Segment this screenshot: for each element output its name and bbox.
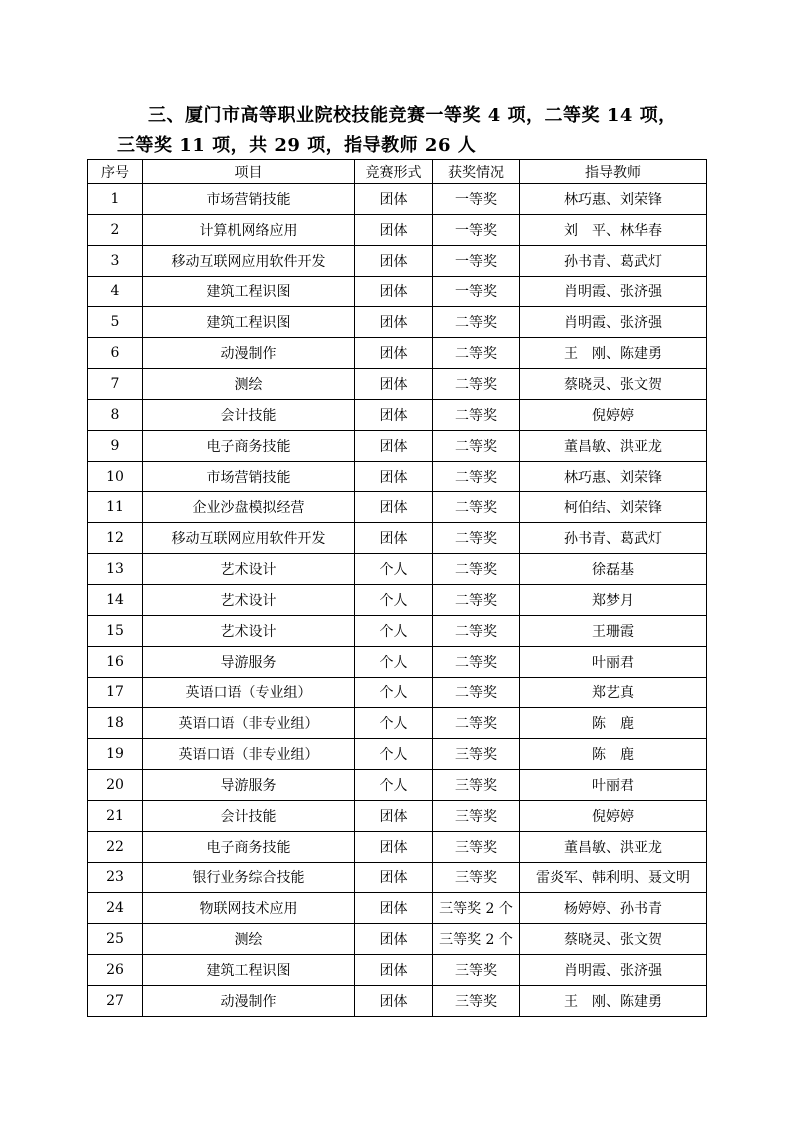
cell-no: 13 [88,554,143,585]
table-row [88,893,707,924]
cell-award: 三等奖 [433,985,520,1016]
table-header-row [88,160,707,184]
cell-project: 建筑工程识图 [143,276,355,307]
table-row [88,307,707,338]
cell-format: 团体 [355,831,433,862]
cell-award: 二等奖 [433,492,520,523]
cell-format: 个人 [355,646,433,677]
cell-teacher: 肖明霞、张济强 [520,307,707,338]
cell-no: 15 [88,615,143,646]
table-row [88,214,707,245]
cell-format: 团体 [355,338,433,369]
cell-format: 个人 [355,554,433,585]
cell-format: 团体 [355,430,433,461]
table-row [88,708,707,739]
cell-project: 市场营销技能 [143,461,355,492]
header-teacher: 指导教师 [520,160,707,184]
table-row [88,399,707,430]
cell-no: 7 [88,369,143,400]
cell-format: 团体 [355,245,433,276]
table-body [88,184,707,1017]
cell-project: 会计技能 [143,800,355,831]
cell-award: 二等奖 [433,646,520,677]
cell-teacher: 王珊霞 [520,615,707,646]
cell-format: 团体 [355,862,433,893]
cell-format: 个人 [355,770,433,801]
section-title-line2: 三等奖 11 项，共 29 项，指导教师 26 人 [117,135,477,156]
cell-project: 市场营销技能 [143,184,355,215]
cell-award: 三等奖 [433,955,520,986]
cell-no: 11 [88,492,143,523]
cell-award: 三等奖 [433,800,520,831]
table-row [88,955,707,986]
table-row [88,831,707,862]
cell-project: 英语口语（专业组） [143,677,355,708]
table-row [88,584,707,615]
header-project: 项目 [143,160,355,184]
cell-no: 24 [88,893,143,924]
cell-teacher: 刘 平、林华春 [520,214,707,245]
table-row [88,338,707,369]
cell-project: 企业沙盘模拟经营 [143,492,355,523]
table-row [88,430,707,461]
cell-award: 三等奖 2 个 [433,924,520,955]
cell-format: 团体 [355,985,433,1016]
cell-no: 3 [88,245,143,276]
cell-format: 团体 [355,893,433,924]
table-row [88,461,707,492]
cell-teacher: 倪婷婷 [520,800,707,831]
cell-format: 团体 [355,276,433,307]
cell-award: 二等奖 [433,430,520,461]
cell-award: 一等奖 [433,214,520,245]
cell-award: 一等奖 [433,276,520,307]
cell-project: 会计技能 [143,399,355,430]
cell-format: 团体 [355,492,433,523]
cell-format: 团体 [355,523,433,554]
cell-no: 14 [88,584,143,615]
cell-project: 导游服务 [143,770,355,801]
cell-no: 12 [88,523,143,554]
cell-project: 银行业务综合技能 [143,862,355,893]
cell-teacher: 陈 鹿 [520,739,707,770]
cell-no: 16 [88,646,143,677]
cell-teacher: 董昌敏、洪亚龙 [520,831,707,862]
cell-award: 一等奖 [433,245,520,276]
cell-format: 团体 [355,461,433,492]
cell-project: 英语口语（非专业组） [143,708,355,739]
table-row [88,276,707,307]
cell-format: 团体 [355,800,433,831]
cell-no: 21 [88,800,143,831]
cell-project: 测绘 [143,924,355,955]
cell-award: 二等奖 [433,615,520,646]
table-row [88,677,707,708]
table-row [88,739,707,770]
cell-teacher: 肖明霞、张济强 [520,955,707,986]
cell-format: 团体 [355,307,433,338]
cell-format: 个人 [355,584,433,615]
table-row [88,492,707,523]
cell-award: 三等奖 [433,770,520,801]
table-row [88,646,707,677]
section-title-line1: 三、厦门市高等职业院校技能竞赛一等奖 4 项，二等奖 14 项， [148,105,677,126]
cell-format: 团体 [355,924,433,955]
cell-award: 一等奖 [433,184,520,215]
cell-project: 英语口语（非专业组） [143,739,355,770]
cell-award: 三等奖 [433,862,520,893]
cell-format: 团体 [355,184,433,215]
cell-teacher: 肖明霞、张济强 [520,276,707,307]
cell-teacher: 蔡晓灵、张文贺 [520,924,707,955]
cell-project: 建筑工程识图 [143,955,355,986]
cell-no: 1 [88,184,143,215]
cell-teacher: 王 刚、陈建勇 [520,985,707,1016]
cell-award: 二等奖 [433,399,520,430]
cell-teacher: 王 刚、陈建勇 [520,338,707,369]
cell-format: 团体 [355,214,433,245]
cell-teacher: 陈 鹿 [520,708,707,739]
cell-teacher: 柯伯结、刘荣锋 [520,492,707,523]
cell-format: 团体 [355,399,433,430]
cell-award: 三等奖 2 个 [433,893,520,924]
cell-project: 艺术设计 [143,584,355,615]
table-row [88,554,707,585]
cell-project: 测绘 [143,369,355,400]
cell-no: 27 [88,985,143,1016]
cell-award: 二等奖 [433,708,520,739]
cell-teacher: 林巧惠、刘荣锋 [520,184,707,215]
cell-project: 建筑工程识图 [143,307,355,338]
cell-award: 二等奖 [433,461,520,492]
table-row [88,924,707,955]
cell-no: 17 [88,677,143,708]
header-no: 序号 [88,160,143,184]
cell-format: 团体 [355,369,433,400]
cell-award: 三等奖 [433,831,520,862]
cell-project: 动漫制作 [143,985,355,1016]
cell-project: 艺术设计 [143,615,355,646]
cell-award: 二等奖 [433,677,520,708]
table-row [88,770,707,801]
cell-teacher: 郑梦月 [520,584,707,615]
cell-no: 19 [88,739,143,770]
table-row [88,615,707,646]
cell-project: 物联网技术应用 [143,893,355,924]
cell-project: 移动互联网应用软件开发 [143,245,355,276]
cell-no: 25 [88,924,143,955]
cell-no: 6 [88,338,143,369]
cell-project: 电子商务技能 [143,430,355,461]
cell-teacher: 倪婷婷 [520,399,707,430]
table-row [88,862,707,893]
cell-no: 9 [88,430,143,461]
cell-award: 二等奖 [433,523,520,554]
cell-teacher: 孙书青、葛武灯 [520,523,707,554]
header-award: 获奖情况 [433,160,520,184]
cell-award: 二等奖 [433,369,520,400]
cell-no: 22 [88,831,143,862]
cell-teacher: 孙书青、葛武灯 [520,245,707,276]
cell-project: 移动互联网应用软件开发 [143,523,355,554]
cell-format: 个人 [355,677,433,708]
cell-no: 23 [88,862,143,893]
cell-award: 二等奖 [433,338,520,369]
table-row [88,184,707,215]
cell-teacher: 雷炎军、韩利明、聂文明 [520,862,707,893]
cell-award: 三等奖 [433,739,520,770]
cell-no: 20 [88,770,143,801]
table-row [88,245,707,276]
table-row [88,985,707,1016]
cell-no: 5 [88,307,143,338]
cell-teacher: 叶丽君 [520,770,707,801]
table-row [88,800,707,831]
cell-teacher: 董昌敏、洪亚龙 [520,430,707,461]
cell-format: 个人 [355,739,433,770]
cell-project: 艺术设计 [143,554,355,585]
cell-teacher: 郑艺真 [520,677,707,708]
cell-format: 团体 [355,955,433,986]
cell-teacher: 徐磊基 [520,554,707,585]
cell-no: 18 [88,708,143,739]
cell-no: 8 [88,399,143,430]
cell-no: 2 [88,214,143,245]
cell-award: 二等奖 [433,554,520,585]
cell-no: 26 [88,955,143,986]
cell-project: 电子商务技能 [143,831,355,862]
header-format: 竞赛形式 [355,160,433,184]
cell-format: 个人 [355,708,433,739]
table-row [88,369,707,400]
cell-award: 二等奖 [433,584,520,615]
cell-teacher: 叶丽君 [520,646,707,677]
cell-project: 导游服务 [143,646,355,677]
cell-teacher: 林巧惠、刘荣锋 [520,461,707,492]
cell-teacher: 杨婷婷、孙书青 [520,893,707,924]
cell-teacher: 蔡晓灵、张文贺 [520,369,707,400]
cell-no: 4 [88,276,143,307]
table-row [88,523,707,554]
cell-project: 动漫制作 [143,338,355,369]
cell-format: 个人 [355,615,433,646]
cell-no: 10 [88,461,143,492]
awards-table [87,159,707,1017]
cell-award: 二等奖 [433,307,520,338]
cell-project: 计算机网络应用 [143,214,355,245]
